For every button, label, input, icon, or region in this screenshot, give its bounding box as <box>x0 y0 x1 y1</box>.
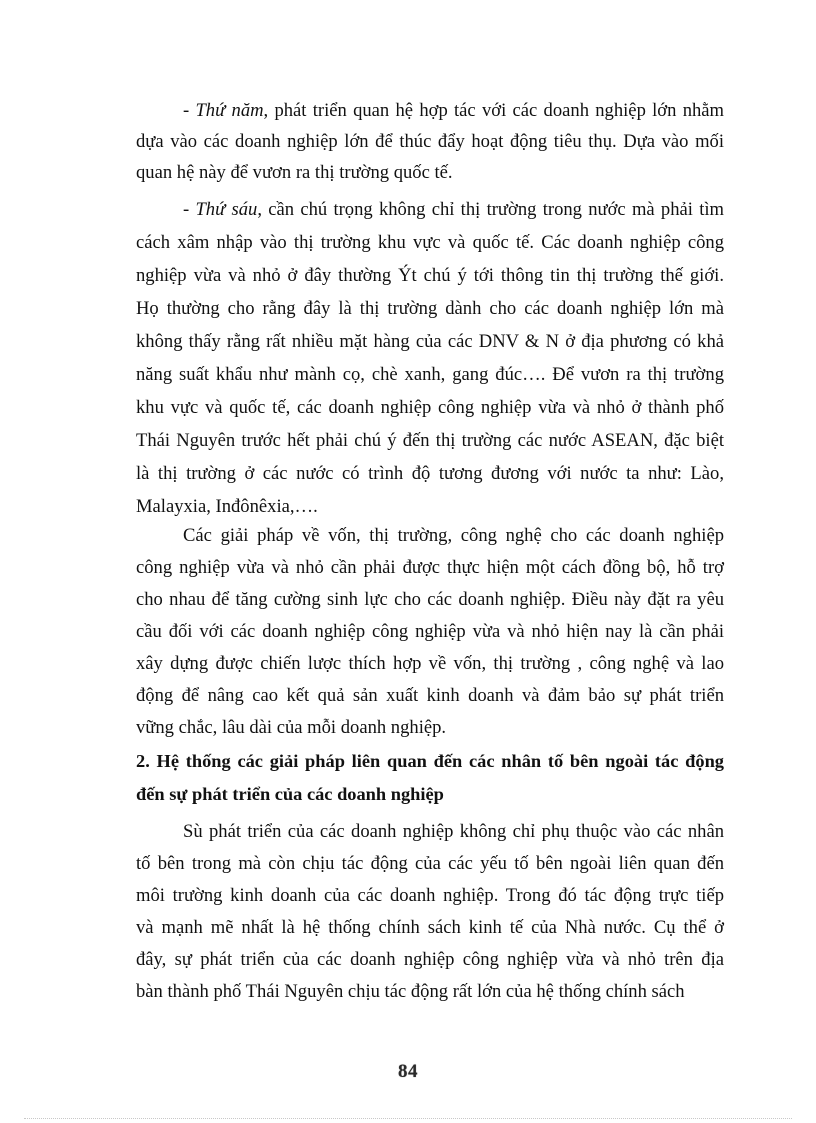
text-line: - Thứ sáu, cần chú trọng không chỉ thị trường trong nước mà phải tìm <box>183 199 724 220</box>
text-line: xây dựng được chiến lược thích hợp về vốn, thị trường , công nghệ và lao <box>136 653 724 674</box>
text-line: đây, sự phát triển của các doanh nghiệp công nghiệp vừa và nhỏ trên địa <box>136 949 724 970</box>
label-thu-sau: Thứ sáu <box>195 199 258 220</box>
page-number: 84 <box>398 1061 418 1082</box>
text-line: tố bên trong mà còn chịu tác động của các yếu tố bên ngoài liên quan đến <box>136 853 724 874</box>
text-line: không thấy rằng rất nhiều mặt hàng của các DNV & N ở địa phương có khả <box>136 331 724 352</box>
text-line: - Thứ năm, phát triển quan hệ hợp tác với các doanh nghiệp lớn nhằm <box>183 100 725 121</box>
text-line: Các giải pháp về vốn, thị trường, công nghệ cho các doanh nghiệp <box>183 525 724 546</box>
heading-line: đến sự phát triển của các doanh nghiệp <box>136 784 444 804</box>
text-line: năng suất khẩu như mành cọ, chè xanh, gang đúc…. Để vươn ra thị trường <box>136 364 724 385</box>
text-line: Sù phát triển của các doanh nghiệp không chỉ phụ thuộc vào các nhân <box>183 821 724 842</box>
text-line: khu vực và quốc tế, các doanh nghiệp công nghiệp vừa và nhỏ ở thành phố <box>136 397 724 418</box>
text-line: và mạnh mẽ nhất là hệ thống chính sách kinh tế của Nhà nước. Cụ thể ở <box>136 917 724 938</box>
footer-divider <box>24 1118 792 1119</box>
text-line: môi trường kinh doanh của các doanh nghiệp. Trong đó tác động trực tiếp <box>136 885 724 906</box>
heading-line: 2. Hệ thống các giải pháp liên quan đến các nhân tố bên ngoài tác động <box>136 751 724 771</box>
text-line: là thị trường ở các nước có trình độ tương đương với nước ta như: Lào, <box>136 463 724 484</box>
label-thu-nam: Thứ năm <box>195 100 264 121</box>
text-line: nghiệp vừa và nhỏ ở đây thường Ýt chú ý tới thông tin thị trường thế giới. <box>136 265 724 286</box>
text-line: quan hệ này để vươn ra thị trường quốc tế. <box>136 162 453 183</box>
text-line: cách xâm nhập vào thị trường khu vực và quốc tế. Các doanh nghiệp công <box>136 232 724 253</box>
text-line: cho nhau để tăng cường sinh lực cho các doanh nghiệp. Điều này đặt ra yêu <box>136 589 724 610</box>
text-line: cầu đối với các doanh nghiệp công nghiệp vừa và nhỏ hiện nay là cần phải <box>136 621 724 642</box>
text-line: bàn thành phố Thái Nguyên chịu tác động rất lớn của hệ thống chính sách <box>136 981 685 1002</box>
text-line: vững chắc, lâu dài của mỗi doanh nghiệp. <box>136 717 447 738</box>
text-line: động để nâng cao kết quả sản xuất kinh doanh và đảm bảo sự phát triển <box>136 685 724 706</box>
text-line: dựa vào các doanh nghiệp lớn để thúc đẩy hoạt động tiêu thụ. Dựa vào mối <box>136 131 724 152</box>
text-line: Họ thường cho rằng đây là thị trường dành cho các doanh nghiệp lớn mà <box>136 298 724 319</box>
text-line: Malayxia, Inđônêxia,…. <box>136 496 318 517</box>
text-line: Thái Nguyên trước hết phải chú ý đến thị trường các nước ASEAN, đặc biệt <box>136 430 724 451</box>
text-line: công nghiệp vừa và nhỏ cần phải được thực hiện một cách đồng bộ, hỗ trợ <box>136 557 724 578</box>
